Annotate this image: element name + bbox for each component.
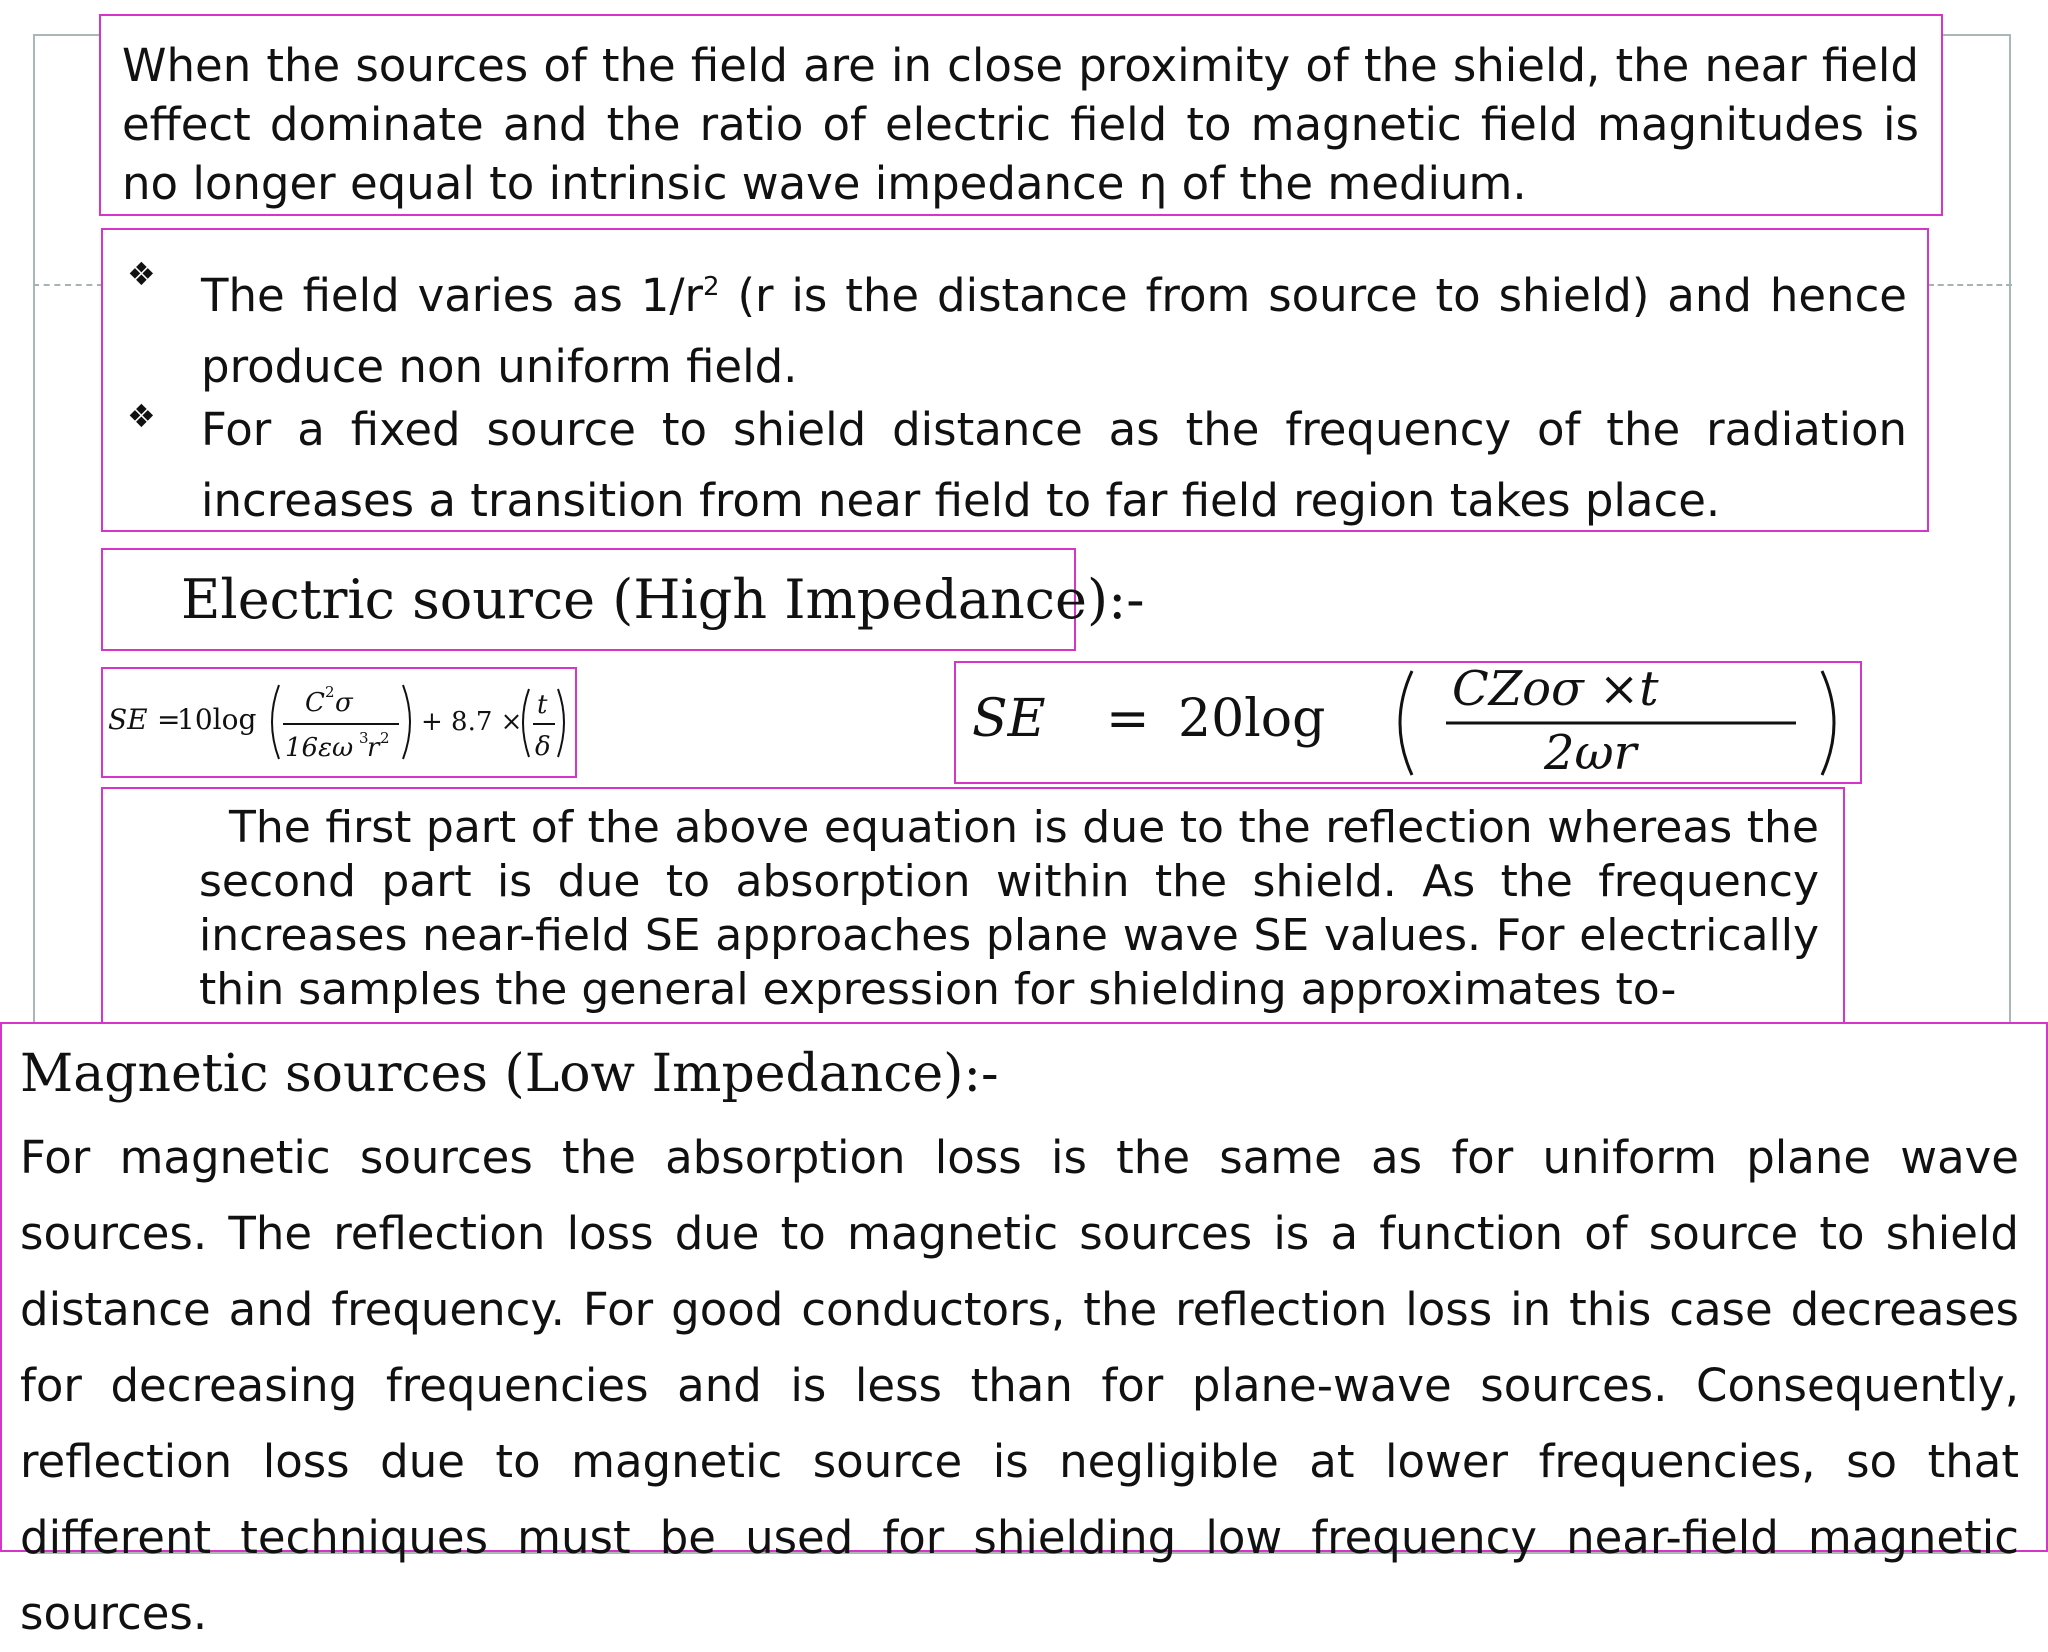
diamond-bullet-icon: ❖ <box>127 397 156 435</box>
denominator-r: r <box>367 733 380 763</box>
equation-log-term: 10log <box>177 703 257 736</box>
numerator-sigma: σ <box>335 688 353 718</box>
magnetic-source-paragraph: For magnetic sources the absorption loss is the same as for uniform plane wave sources. The reflection loss due to magnetic sources is a function of source to shield distance and frequency. For good conductors, the reflection loss in this case decreases for decreasing frequencies and is less than for plane-wave sources. Consequently, reflection loss due to magnetic source is negligible at lower frequencies, so that different techniques must be used for shielding low frequency near-field magnetic sources. <box>20 1131 2019 1640</box>
numerator-c: C <box>305 688 325 718</box>
magnetic-source-heading: Magnetic sources (Low Impedance):- <box>20 1044 999 1104</box>
bullet-text-part: The field varies as 1/r <box>201 269 704 322</box>
equation-denominator: 2ωr <box>1544 725 1637 781</box>
equation-thin-sample-box <box>954 661 1862 784</box>
ratio-denominator: δ <box>535 732 551 762</box>
intro-paragraph: When the sources of the field are in close proximity of the shield, the near field effect dominate and the ratio of electric field to magnetic field magnitudes is no longer equal to intrinsic wave impedance η of the medium. <box>122 39 1919 210</box>
intro-text-box <box>99 14 1943 216</box>
left-paren-2 <box>523 689 529 757</box>
equation-near-field-box <box>101 667 577 778</box>
numerator-exponent: 2 <box>325 683 335 701</box>
equation-thin-sample <box>956 663 1860 782</box>
denominator-exponent-2: 2 <box>380 729 390 747</box>
right-divider-line <box>1928 284 2012 286</box>
left-paren <box>272 685 279 759</box>
electric-source-heading: Electric source (High Impedance):- <box>181 568 1145 631</box>
bullet-text-transition: For a fixed source to shield distance as the frequency of the radiation increases a transition from near field to far field region takes place. <box>201 403 1907 527</box>
left-paren <box>1400 671 1412 775</box>
electric-source-heading-box <box>101 548 1145 651</box>
electric-explanation-paragraph: The first part of the above equation is due to the reflection whereas the second part is due to absorption within the shield. As the frequency increases near-field SE approaches plane wave SE values. For electrically thin samples the general expression for shielding approximates to- <box>199 802 1819 1015</box>
superscript-exponent: 2 <box>703 272 720 302</box>
equation-lhs: SE <box>108 703 148 736</box>
equation-plus-term: + 8.7 × <box>421 707 523 737</box>
equation-equals: = <box>157 703 181 736</box>
magnetic-source-box <box>0 1022 2048 1640</box>
bullet-text-part: (r is the distance from source to shield) and hence produce non uniform field. <box>201 269 1907 393</box>
denominator-coeff: 16εω <box>285 733 354 763</box>
equation-equals: = <box>1106 689 1150 749</box>
equation-lhs: SE <box>972 689 1046 749</box>
equation-numerator: CZoσ ×t <box>1452 663 1659 717</box>
bullet-list-box <box>101 228 1929 532</box>
equation-near-field <box>103 669 575 776</box>
right-paren <box>1822 671 1834 775</box>
equation-log-term: 20log <box>1178 689 1326 749</box>
denominator-exponent-1: 3 <box>359 729 369 747</box>
diamond-bullet-icon: ❖ <box>127 255 156 293</box>
electric-explanation-box <box>101 787 1845 1027</box>
right-paren <box>403 685 410 759</box>
bullet-text-field-variation <box>201 252 1907 402</box>
right-paren-2 <box>558 689 564 757</box>
left-divider-line <box>33 284 103 286</box>
ratio-numerator: t <box>537 690 548 720</box>
